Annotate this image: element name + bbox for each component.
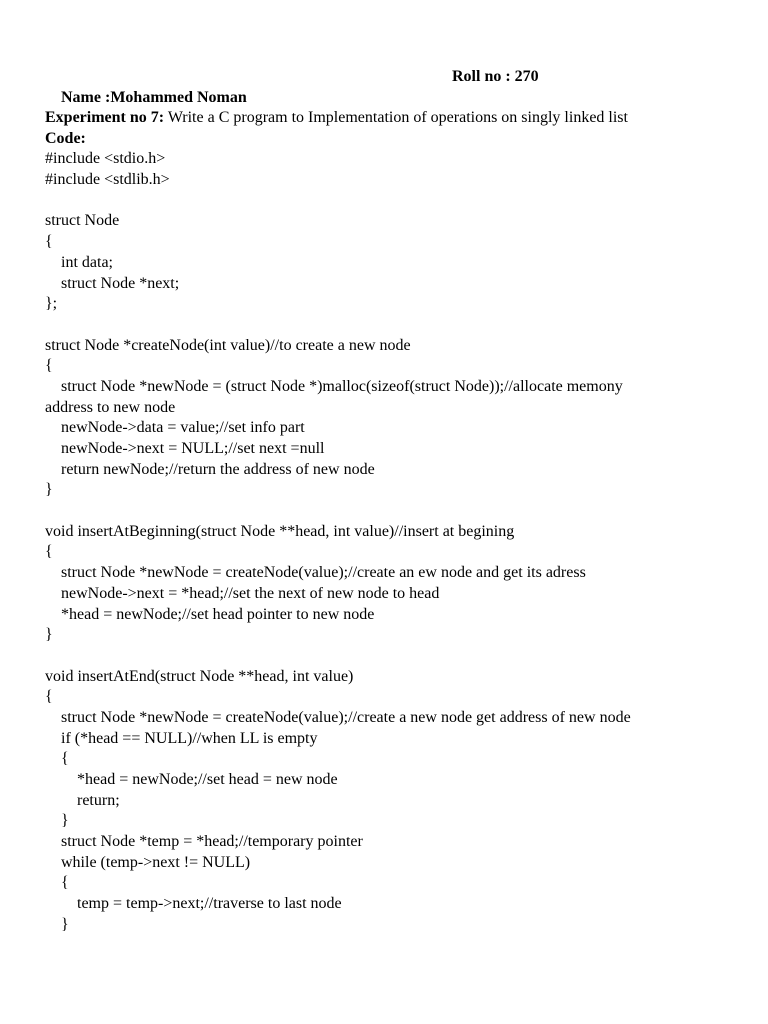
code-line bbox=[45, 191, 745, 212]
student-name: Name :Mohammed Noman bbox=[61, 89, 247, 106]
code-line bbox=[45, 501, 745, 522]
code-line: }; bbox=[45, 295, 58, 313]
code-line: } bbox=[45, 812, 69, 830]
code-line: struct Node *next; bbox=[45, 274, 180, 292]
code-line: { bbox=[45, 750, 69, 768]
code-line: newNode->next = *head;//set the next of new node to head bbox=[45, 584, 440, 602]
code-line: void insertAtEnd(struct Node **head, int value) bbox=[45, 667, 354, 685]
code-line: *head = newNode;//set head pointer to new node bbox=[45, 605, 375, 623]
code-block bbox=[45, 149, 745, 935]
code-line: return; bbox=[45, 791, 120, 809]
document-page bbox=[45, 66, 745, 936]
student-header bbox=[45, 66, 745, 106]
code-line: struct Node *createNode(int value)//to create a new node bbox=[45, 336, 411, 354]
code-line: struct Node *temp = *head;//temporary pointer bbox=[45, 833, 363, 851]
code-line: struct Node *newNode = (struct Node *)malloc(sizeof(struct Node));//allocate memony bbox=[45, 377, 623, 395]
code-line: { bbox=[45, 688, 53, 706]
code-line: } bbox=[45, 481, 53, 499]
code-line: address to new node bbox=[45, 398, 176, 416]
roll-number: Roll no : 270 bbox=[452, 68, 539, 85]
code-line: #include <stdio.h> bbox=[45, 150, 166, 168]
experiment-title bbox=[45, 108, 745, 129]
code-line: { bbox=[45, 874, 69, 892]
code-line: } bbox=[45, 915, 69, 933]
code-line: #include <stdlib.h> bbox=[45, 171, 170, 189]
code-line bbox=[45, 646, 745, 667]
experiment-label: Experiment no 7: bbox=[45, 109, 165, 126]
code-line: void insertAtBeginning(struct Node **head, int value)//insert at begining bbox=[45, 522, 515, 540]
code-line: { bbox=[45, 357, 53, 375]
code-line bbox=[45, 315, 745, 336]
code-line: struct Node *newNode = createNode(value);//create an ew node and get its adress bbox=[45, 564, 586, 582]
code-line: struct Node *newNode = createNode(value);//create a new node get address of new node bbox=[45, 708, 631, 726]
code-line: } bbox=[45, 626, 53, 644]
code-line: return newNode;//return the address of new node bbox=[45, 460, 375, 478]
code-line: { bbox=[45, 543, 53, 561]
code-line: *head = newNode;//set head = new node bbox=[45, 771, 338, 788]
code-line: newNode->next = NULL;//set next =null bbox=[45, 440, 325, 457]
experiment-description: Write a C program to Implementation of operations on singly linked list bbox=[164, 109, 628, 126]
code-line: struct Node bbox=[45, 212, 120, 230]
code-line: int data; bbox=[45, 253, 113, 271]
code-line: while (temp->next != NULL) bbox=[45, 853, 251, 871]
code-line: { bbox=[45, 233, 53, 251]
code-line: temp = temp->next;//traverse to last node bbox=[45, 895, 342, 913]
code-label: Code: bbox=[45, 129, 86, 147]
code-line: if (*head == NULL)//when LL is empty bbox=[45, 729, 318, 747]
code-line: newNode->data = value;//set info part bbox=[45, 419, 305, 437]
